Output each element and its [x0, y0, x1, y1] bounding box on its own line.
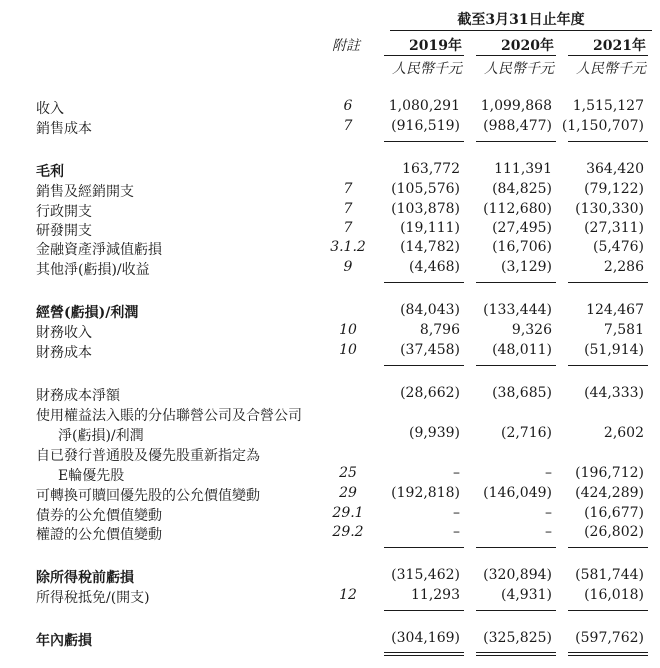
total-double-rule-2020 [476, 655, 556, 656]
row-label: 自已發行普通股及優先股重新指定為 [36, 448, 260, 464]
row-label: 收入 [36, 101, 64, 117]
year-2020-header: 2020年 [501, 38, 554, 54]
row-label: 研發開支 [36, 223, 92, 239]
row-value-2021: (44,333) [584, 385, 644, 401]
row-value-2020: (112,680) [483, 201, 552, 217]
total-double-rule-2021 [568, 655, 648, 656]
row-value-2021: 124,467 [586, 302, 644, 318]
row-value-2019: (304,169) [391, 630, 460, 646]
row-value-2021: (5,476) [592, 239, 644, 255]
table-row [0, 259, 660, 279]
subtotal-rule-2020 [476, 610, 556, 611]
table-row [0, 465, 660, 485]
subtotal-rule-2019 [384, 610, 464, 611]
table-row [0, 98, 660, 118]
row-note: 29 [339, 485, 357, 501]
row-note: 29.2 [332, 524, 364, 540]
table-row [0, 322, 660, 342]
row-value-2019: (916,519) [391, 118, 460, 134]
subtotal-rule-2019 [384, 141, 464, 142]
row-note: 25 [339, 465, 357, 481]
subtotal-rule-2019 [384, 282, 464, 283]
row-value-2019: – [453, 524, 460, 540]
row-value-2020: (4,931) [500, 587, 552, 603]
table-row [0, 485, 660, 505]
row-value-2019: (37,458) [400, 342, 460, 358]
period-underline [390, 30, 652, 31]
row-label: 所得稅抵免/(開支) [36, 590, 150, 606]
row-label: 淨(虧損)/利潤 [58, 428, 144, 444]
year-2021-header: 2021年 [593, 38, 646, 54]
row-value-2021: (1,150,707) [561, 118, 644, 134]
row-label: 年內虧損 [36, 633, 92, 649]
row-value-2021: (196,712) [575, 465, 644, 481]
row-label: 債券的公允價值變動 [36, 508, 162, 524]
table-row [0, 342, 660, 362]
row-value-2021: 1,515,127 [572, 98, 644, 114]
total-double-rule-2020 [476, 652, 556, 653]
row-value-2019: 8,796 [419, 322, 460, 338]
row-value-2021: (27,311) [584, 220, 644, 236]
row-label: 財務成本 [36, 345, 92, 361]
row-value-2020: (38,685) [492, 385, 552, 401]
table-row [0, 201, 660, 221]
row-value-2019: (14,782) [400, 239, 460, 255]
row-value-2020: 1,099,868 [480, 98, 552, 114]
row-value-2021: 2,286 [603, 259, 644, 275]
row-value-2019: 163,772 [402, 161, 460, 177]
period-header: 截至3月31日止年度 [457, 12, 585, 28]
row-label: E輪優先股 [58, 468, 125, 484]
subtotal-rule-2020 [476, 282, 556, 283]
row-value-2020: (988,477) [483, 118, 552, 134]
table-row [0, 567, 660, 587]
row-value-2020: (325,825) [483, 630, 552, 646]
row-label: 財務收入 [36, 325, 92, 341]
table-row [0, 385, 660, 405]
row-value-2020: (146,049) [483, 485, 552, 501]
row-value-2020: (84,825) [492, 181, 552, 197]
subtotal-rule-2020 [476, 547, 556, 548]
table-row [0, 161, 660, 181]
row-value-2021: (581,744) [575, 567, 644, 583]
row-value-2021: (79,122) [584, 181, 644, 197]
row-value-2019: (9,939) [408, 425, 460, 441]
row-value-2021: (16,677) [584, 505, 644, 521]
row-note: 7 [343, 118, 353, 134]
table-row [0, 220, 660, 240]
row-value-2020: (3,129) [500, 259, 552, 275]
row-label: 使用權益法入賬的分佔聯營公司及合營公司 [36, 408, 302, 424]
table-row [0, 239, 660, 259]
row-label: 權證的公允價值變動 [36, 527, 162, 543]
table-row [0, 630, 660, 650]
row-value-2021: (424,289) [575, 485, 644, 501]
row-label: 銷售成本 [36, 121, 92, 137]
row-value-2020: 111,391 [494, 161, 552, 177]
row-value-2019: (4,468) [408, 259, 460, 275]
year-underline-2021 [568, 55, 648, 56]
row-note: 3.1.2 [330, 239, 366, 255]
note-column-header: 附註 [332, 38, 360, 54]
row-value-2020: (16,706) [492, 239, 552, 255]
unit-2020: 人民幣千元 [484, 61, 554, 77]
row-value-2020: (2,716) [500, 425, 552, 441]
row-note: 7 [343, 220, 353, 236]
row-value-2020: (320,894) [483, 567, 552, 583]
row-note: 10 [339, 322, 357, 338]
row-value-2021: (26,802) [584, 524, 644, 540]
row-value-2021: (130,330) [575, 201, 644, 217]
row-note: 9 [343, 259, 353, 275]
row-value-2020: (27,495) [492, 220, 552, 236]
total-double-rule-2021 [568, 652, 648, 653]
row-value-2021: 7,581 [603, 322, 644, 338]
table-row [0, 302, 660, 322]
row-note: 10 [339, 342, 357, 358]
table-row [0, 118, 660, 138]
unit-2019: 人民幣千元 [392, 61, 462, 77]
row-value-2019: (105,576) [391, 181, 460, 197]
subtotal-rule-2020 [476, 141, 556, 142]
table-row [0, 587, 660, 607]
row-value-2020: – [545, 524, 552, 540]
row-value-2020: 9,326 [511, 322, 552, 338]
row-label: 銷售及經銷開支 [36, 184, 134, 200]
year-2019-header: 2019年 [409, 38, 462, 54]
year-underline-2020 [476, 55, 556, 56]
row-value-2021: (597,762) [575, 630, 644, 646]
row-value-2021: 364,420 [586, 161, 644, 177]
row-value-2021: 2,602 [603, 425, 644, 441]
total-double-rule-2019 [384, 652, 464, 653]
row-value-2019: – [453, 465, 460, 481]
row-label: 毛利 [36, 164, 64, 180]
subtotal-rule-2021 [568, 365, 648, 366]
table-row [0, 505, 660, 525]
subtotal-rule-2021 [568, 141, 648, 142]
subtotal-rule-2021 [568, 547, 648, 548]
row-note: 12 [339, 587, 357, 603]
row-note: 6 [343, 98, 353, 114]
subtotal-rule-2020 [476, 365, 556, 366]
row-value-2020: (133,444) [483, 302, 552, 318]
row-value-2019: (192,818) [391, 485, 460, 501]
row-value-2019: (103,878) [391, 201, 460, 217]
row-value-2019: 1,080,291 [388, 98, 460, 114]
row-label: 財務成本淨額 [36, 388, 120, 404]
row-value-2019: (315,462) [391, 567, 460, 583]
row-note: 7 [343, 181, 353, 197]
row-label: 經營(虧損)/利潤 [36, 305, 139, 321]
table-row [0, 405, 660, 425]
row-label: 可轉換可贖回優先股的公允價值變動 [36, 488, 260, 504]
year-underline-2019 [384, 55, 464, 56]
row-note: 29.1 [332, 505, 364, 521]
row-value-2020: – [545, 465, 552, 481]
row-value-2019: – [453, 505, 460, 521]
table-row [0, 425, 660, 445]
row-value-2020: – [545, 505, 552, 521]
subtotal-rule-2021 [568, 282, 648, 283]
row-note: 7 [343, 201, 353, 217]
row-value-2020: (48,011) [492, 342, 552, 358]
row-value-2021: (51,914) [584, 342, 644, 358]
row-value-2019: (19,111) [400, 220, 460, 236]
row-value-2019: 11,293 [411, 587, 460, 603]
table-row [0, 524, 660, 544]
row-value-2021: (16,018) [584, 587, 644, 603]
table-row [0, 445, 660, 465]
subtotal-rule-2019 [384, 547, 464, 548]
row-value-2019: (84,043) [400, 302, 460, 318]
row-label: 行政開支 [36, 204, 92, 220]
row-label: 除所得稅前虧損 [36, 570, 134, 586]
total-double-rule-2019 [384, 655, 464, 656]
row-label: 金融資產淨減值虧損 [36, 242, 162, 258]
table-row [0, 181, 660, 201]
subtotal-rule-2021 [568, 610, 648, 611]
row-value-2019: (28,662) [400, 385, 460, 401]
row-label: 其他淨(虧損)/收益 [36, 262, 150, 278]
subtotal-rule-2019 [384, 365, 464, 366]
unit-2021: 人民幣千元 [576, 61, 646, 77]
